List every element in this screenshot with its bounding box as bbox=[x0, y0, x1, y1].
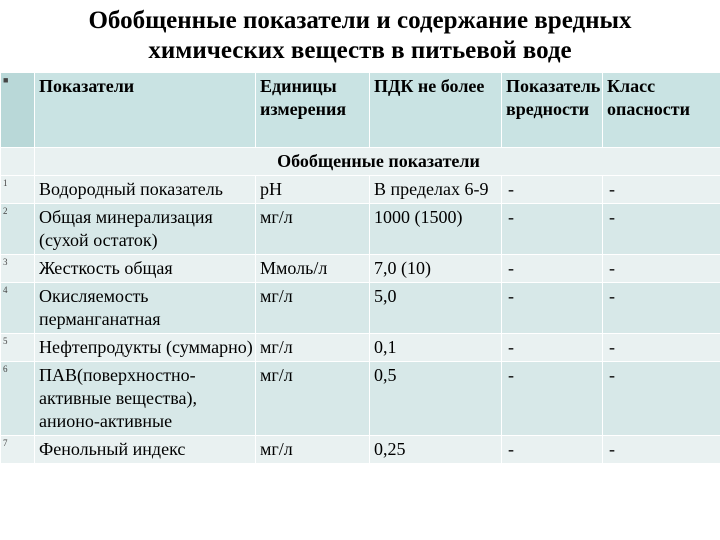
row-hazard: - bbox=[603, 204, 720, 255]
header-units: Единицы измерения bbox=[256, 73, 370, 148]
row-units: мг/л bbox=[256, 283, 370, 334]
row-number: 6 bbox=[1, 362, 35, 436]
row-units: мг/л bbox=[256, 204, 370, 255]
table-row bbox=[1, 334, 720, 362]
row-harm: - bbox=[502, 334, 603, 362]
title-line-1: Обобщенные показатели и содержание вредных bbox=[88, 7, 632, 34]
row-units: мг/л bbox=[256, 436, 370, 464]
row-units: мг/л bbox=[256, 362, 370, 436]
table-row bbox=[1, 362, 720, 436]
row-harm: - bbox=[502, 176, 603, 204]
row-harm: - bbox=[502, 436, 603, 464]
table-row bbox=[1, 436, 720, 464]
table-row bbox=[1, 255, 720, 283]
water-indicators-table bbox=[0, 72, 720, 464]
row-indicator: Фенольный индекс bbox=[35, 436, 256, 464]
header-harm-indicator: Показатель вредности bbox=[502, 73, 603, 148]
row-number: 2 bbox=[1, 204, 35, 255]
row-pdk: 1000 (1500) bbox=[370, 204, 502, 255]
row-indicator: Общая минерализация (сухой остаток) bbox=[35, 204, 256, 255]
row-indicator: Водородный показатель bbox=[35, 176, 256, 204]
row-hazard: - bbox=[603, 436, 720, 464]
row-hazard: - bbox=[603, 283, 720, 334]
title-line-2: химических веществ в питьевой воде bbox=[148, 37, 572, 64]
row-harm: - bbox=[502, 283, 603, 334]
row-pdk: 5,0 bbox=[370, 283, 502, 334]
table-header-row bbox=[1, 73, 720, 148]
row-units: pH bbox=[256, 176, 370, 204]
header-indicator: Показатели bbox=[35, 73, 256, 148]
row-indicator: Нефтепродукты (суммарно) bbox=[35, 334, 256, 362]
row-pdk: 7,0 (10) bbox=[370, 255, 502, 283]
row-hazard: - bbox=[603, 255, 720, 283]
page-title bbox=[0, 6, 720, 66]
row-pdk: 0,5 bbox=[370, 362, 502, 436]
row-number: 7 bbox=[1, 436, 35, 464]
table-row bbox=[1, 176, 720, 204]
row-pdk: 0,1 bbox=[370, 334, 502, 362]
section-row bbox=[1, 148, 720, 176]
row-units: мг/л bbox=[256, 334, 370, 362]
row-number: 4 bbox=[1, 283, 35, 334]
row-hazard: - bbox=[603, 334, 720, 362]
header-pdk: ПДК не более bbox=[370, 73, 502, 148]
row-indicator: ПАВ(поверхностно-активные вещества), анионо-активные bbox=[35, 362, 256, 436]
header-hazard-class: Класс опасности bbox=[603, 73, 720, 148]
row-harm: - bbox=[502, 255, 603, 283]
row-number: 1 bbox=[1, 176, 35, 204]
row-indicator: Окисляемость перманганатная bbox=[35, 283, 256, 334]
table-row bbox=[1, 204, 720, 255]
row-pdk: В пределах 6-9 bbox=[370, 176, 502, 204]
row-hazard: - bbox=[603, 176, 720, 204]
row-units: Ммоль/л bbox=[256, 255, 370, 283]
header-row-number: ■ bbox=[1, 73, 35, 148]
row-number: 5 bbox=[1, 334, 35, 362]
section-title: Обобщенные показатели bbox=[35, 148, 720, 176]
table-row bbox=[1, 283, 720, 334]
row-harm: - bbox=[502, 362, 603, 436]
row-indicator: Жесткость общая bbox=[35, 255, 256, 283]
row-hazard: - bbox=[603, 362, 720, 436]
row-pdk: 0,25 bbox=[370, 436, 502, 464]
row-number: 3 bbox=[1, 255, 35, 283]
row-harm: - bbox=[502, 204, 603, 255]
